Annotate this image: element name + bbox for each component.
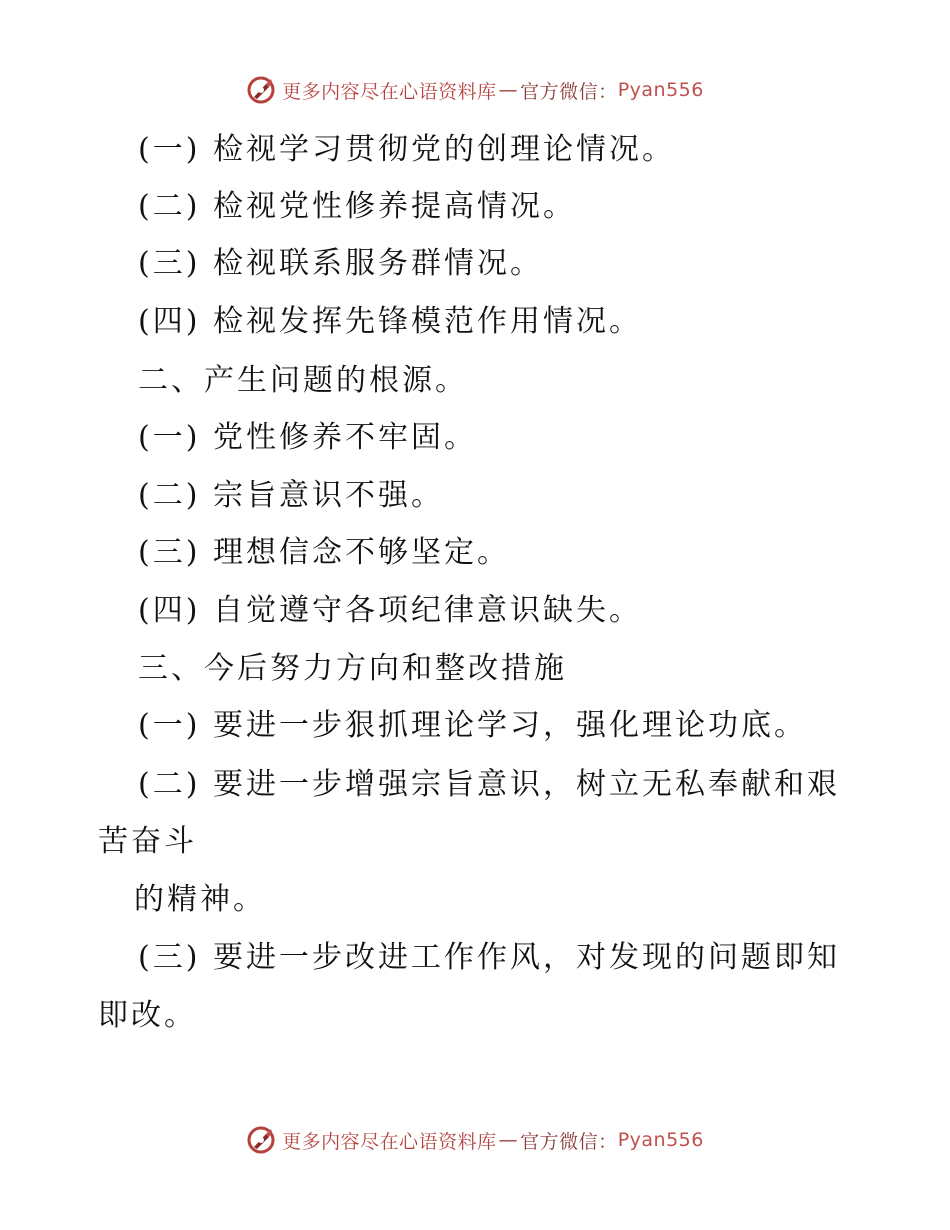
watermark-wechat-id: Pyan556 <box>617 79 704 101</box>
item-line: (四) 检视发挥先锋模范作用情况。 <box>138 304 642 339</box>
watermark-label: 官方微信： <box>520 1130 618 1153</box>
item-line: (一) 党性修养不牢固。 <box>138 420 477 455</box>
item-line: (二) 要进一步增强宗旨意识，树立无私奉献和艰 <box>138 767 840 802</box>
watermark-separator: — <box>498 79 519 101</box>
watermark-wechat-id: Pyan556 <box>617 1129 704 1151</box>
item-line: (四) 自觉遵守各项纪律意识缺失。 <box>138 593 642 628</box>
item-line-continuation: 的精神。 <box>134 882 266 917</box>
footer-watermark <box>0 1123 950 1157</box>
item-line: (二) 检视党性修养提高情况。 <box>138 189 576 224</box>
watermark-separator: — <box>498 1129 519 1151</box>
section-heading: 三、今后努力方向和整改措施 <box>138 651 567 686</box>
item-line: (一) 检视学习贯彻党的创理论情况。 <box>138 132 675 167</box>
item-line-continuation: 即改。 <box>98 998 197 1033</box>
header-watermark <box>0 73 950 107</box>
watermark-text: 更多内容尽在心语资料库 <box>282 1130 497 1153</box>
section-heading: 二、产生问题的根源。 <box>138 363 468 398</box>
quill-pen-logo-icon <box>246 75 276 105</box>
item-line: (一) 要进一步狠抓理论学习，强化理论功底。 <box>138 708 807 743</box>
item-line: (三) 理想信念不够坚定。 <box>138 535 510 570</box>
item-line-continuation: 苦奋斗 <box>98 824 197 859</box>
item-line: (三) 检视联系服务群情况。 <box>138 246 543 281</box>
item-line: (二) 宗旨意识不强。 <box>138 478 444 513</box>
watermark-label: 官方微信： <box>520 80 618 103</box>
quill-pen-logo-icon <box>246 1125 276 1155</box>
watermark-text: 更多内容尽在心语资料库 <box>282 80 497 103</box>
item-line: (三) 要进一步改进工作作风，对发现的问题即知 <box>138 940 840 975</box>
